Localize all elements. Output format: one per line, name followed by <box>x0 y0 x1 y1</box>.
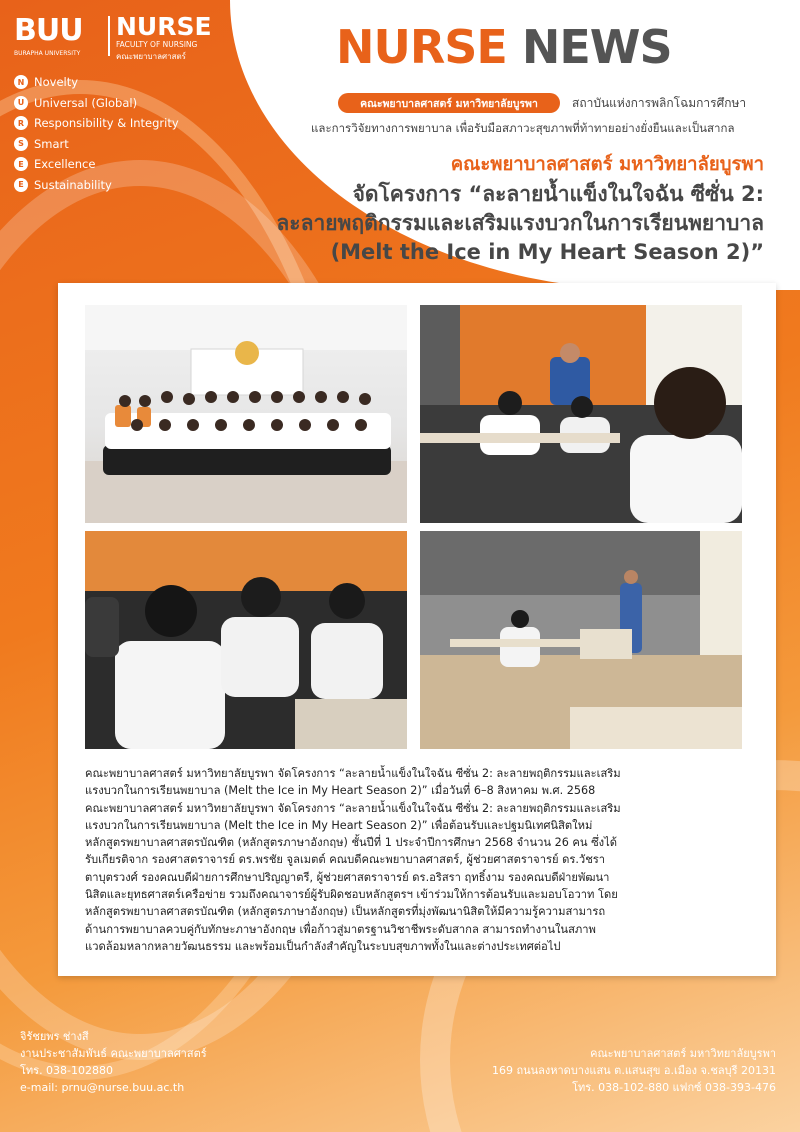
footer-phone-fax: โทร. 038-102-880 แฟกซ์ 038-393-476 <box>572 1081 776 1094</box>
body-line: คณะพยาบาลศาสตร์ มหาวิทยาลัยบูรพา จัดโครงการ “ละลายน้ำแข็งในใจฉัน ซีซั่น 2: ละลายพฤติกรรมและเสริม <box>85 801 621 815</box>
body-line: หลักสูตรพยาบาลศาสตรบัณฑิต (หลักสูตรภาษาอังกฤษ) ชั้นปีที่ 1 ประจำปีการศึกษา 2568 จำนวน 26 คน ซึ่งได้ <box>85 836 618 850</box>
value-letter-badge: E <box>14 178 28 192</box>
body-line: หลักสูตรพยาบาลศาสตรบัณฑิต (หลักสูตรภาษาอังกฤษ) เป็นหลักสูตรที่มุ่งพัฒนานิสิตให้มีความรู้ความสามารถ <box>85 905 606 919</box>
value-letter-badge: N <box>14 75 28 89</box>
article-faculty-title: คณะพยาบาลศาสตร์ มหาวิทยาลัยบูรพา <box>450 154 764 175</box>
value-letter-badge: U <box>14 96 28 110</box>
footer-department: งานประชาสัมพันธ์ คณะพยาบาลศาสตร์ <box>20 1047 207 1060</box>
value-label: Universal (Global) <box>34 95 138 110</box>
footer-phone: โทร. 038-102880 <box>20 1064 114 1077</box>
body-line: รับเกียรติจาก รองศาสตราจารย์ ดร.พรชัย จูลเมตต์ คณบดีคณะพยาบาลศาสตร์, ผู้ช่วยศาสตราจารย์ ดร.วัชรา <box>85 853 606 867</box>
body-line: แรงบวกในการเรียนพยาบาล (Melt the Ice in My Heart Season 2)” เพื่อต้อนรับและปฐมนิเทศนิสิตใหม่ <box>85 818 593 832</box>
article-body <box>85 765 761 955</box>
value-label: Sustainability <box>34 177 112 192</box>
value-item <box>14 72 179 93</box>
students-photo <box>85 531 407 749</box>
masthead-title <box>336 22 672 72</box>
footer-street-address: 169 ถนนลงหาดบางแสน ต.แสนสุข อ.เมือง จ.ชลบุรี 20131 <box>491 1064 776 1077</box>
value-label: Novelty <box>34 75 79 90</box>
masthead-nurse: NURSE <box>336 20 507 74</box>
body-line: แวดล้อมหลากหลายวัฒนธรรม และพร้อมเป็นกำลังสำคัญในระบบสุขภาพทั้งในและต่างประเทศต่อไป <box>85 939 561 953</box>
classroom-photo <box>420 531 742 749</box>
logo-buu: BUU <box>14 13 83 48</box>
footer-author: จิรัชยพร ช่างสี <box>20 1030 89 1043</box>
logo-faculty-en: FACULTY OF NURSING <box>116 40 198 49</box>
footer-address <box>492 1045 776 1096</box>
value-item <box>14 134 179 155</box>
value-item <box>14 113 179 134</box>
logo-nurse: NURSE <box>116 12 212 41</box>
value-letter-badge: S <box>14 137 28 151</box>
body-line: ตาบุตรวงศ์ รองคณบดีฝ่ายการศึกษาปริญญาตรี, ผู้ช่วยศาสตราจารย์ ดร.อริสรา ฤทธิ์งาม รองคณบดีฝ่ายพัฒนา <box>85 870 610 884</box>
group-photo <box>85 305 407 523</box>
body-line: ด้านการพยาบาลควบคู่กับทักษะภาษาอังกฤษ เพื่อก้าวสู่มาตรฐานวิชาชีพระดับสากล สามารถทำงานในสภาพ <box>85 922 596 936</box>
masthead-news: NEWS <box>506 20 672 74</box>
footer-org-name: คณะพยาบาลศาสตร์ มหาวิทยาลัยบูรพา <box>590 1047 776 1060</box>
body-line: คณะพยาบาลศาสตร์ มหาวิทยาลัยบูรพา จัดโครงการ “ละลายน้ำแข็งในใจฉัน ซีซั่น 2: ละลายพฤติกรรมและเสริม <box>85 767 621 780</box>
body-line: แรงบวกในการเรียนพยาบาล (Melt the Ice in My Heart Season 2)” เมื่อวันที่ 6–8 สิงหาคม พ.ศ. 2568 <box>85 784 596 798</box>
tagline-line-1: สถาบันแห่งการพลิกโฉมการศึกษา <box>572 96 747 110</box>
article-headline <box>276 180 764 267</box>
lecturer-photo <box>420 305 742 523</box>
value-item <box>14 93 179 114</box>
logo-divider <box>108 16 110 56</box>
value-letter-badge: E <box>14 157 28 171</box>
value-letter-badge: R <box>14 116 28 130</box>
logo-faculty-th: คณะพยาบาลศาสตร์ <box>116 52 186 61</box>
faculty-pill: คณะพยาบาลศาสตร์ มหาวิทยาลัยบูรพา <box>338 93 560 113</box>
article-card <box>58 283 776 976</box>
headline-line: (Melt the Ice in My Heart Season 2)” <box>330 240 764 264</box>
tagline-line-2: และการวิจัยทางการพยาบาล เพื่อรับมือสภาวะสุขภาพที่ท้าทายอย่างยั่งยืนและเป็นสากล <box>311 121 735 135</box>
footer-contact <box>20 1028 207 1096</box>
body-line: นิสิตและยุทธศาสตร์เครือข่าย รวมถึงคณาจารย์ผู้รับผิดชอบหลักสูตรฯ เข้าร่วมให้การต้อนรับและมอบโอวาท โดย <box>85 888 618 902</box>
value-label: Excellence <box>34 157 96 172</box>
footer-email[interactable]: e-mail: prnu@nurse.buu.ac.th <box>20 1081 185 1094</box>
value-item <box>14 154 179 175</box>
logo-buu-subtitle: BURAPHA UNIVERSITY <box>14 50 81 57</box>
headline-line: จัดโครงการ “ละลายน้ำแข็งในใจฉัน ซีซั่น 2: <box>352 182 764 206</box>
value-label: Smart <box>34 136 69 151</box>
value-label: Responsibility & Integrity <box>34 116 179 131</box>
value-item <box>14 175 179 196</box>
core-values-list <box>14 72 179 195</box>
headline-line: ละลายพฤติกรรมและเสริมแรงบวกในการเรียนพยาบาล <box>276 211 764 235</box>
